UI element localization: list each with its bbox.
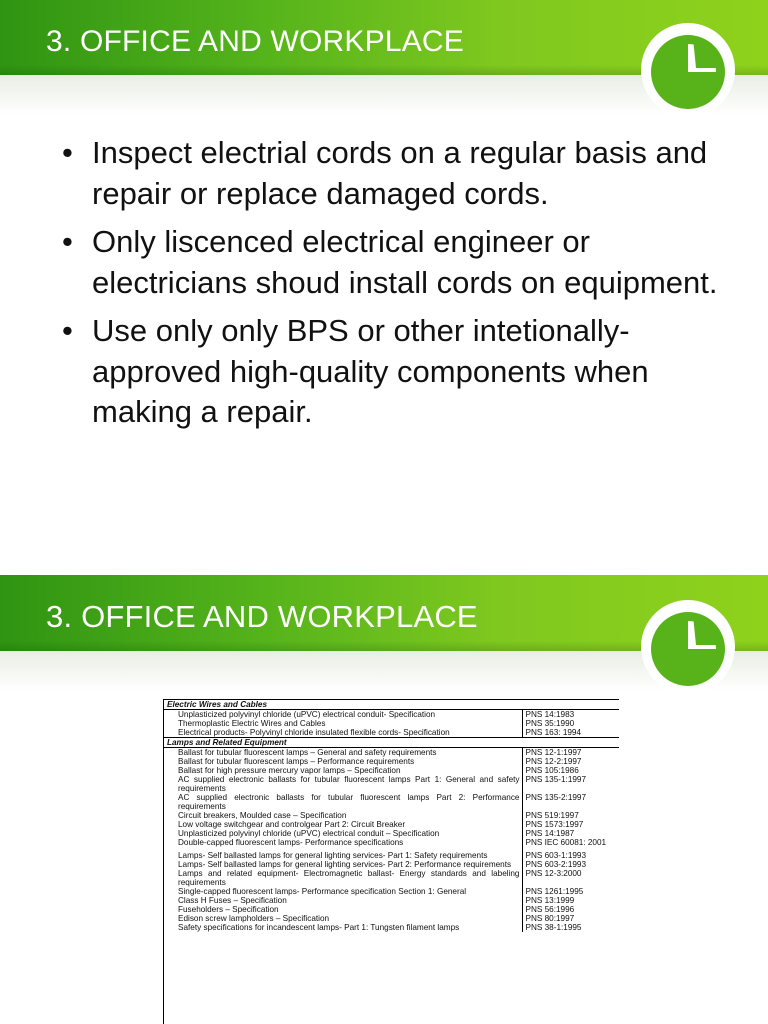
table-row: Single-capped fluorescent lamps- Performance specification Section 1: General PNS 1261:1995 (164, 887, 619, 896)
pie-chart-icon (638, 597, 738, 697)
table-row: Lamps and related equipment- Electromagnetic ballast- Energy standards and labeling requirements PNS 12-3:2000 (164, 869, 619, 887)
bullet-text: Inspect electrial cords on a regular basis and repair or replace damaged cords. (92, 135, 708, 211)
bullet-item (62, 311, 742, 433)
table-row: Fuseholders – Specification PNS 56:1996 (164, 905, 619, 914)
pie-chart-icon (638, 20, 738, 120)
table-row: Ballast for high pressure mercury vapor lamps – Specification PNS 105:1986 (164, 766, 619, 775)
table-row: AC supplied electronic ballasts for tubular fluorescent lamps Part 1: General and safety requirements PNS 135-1:1997 (164, 775, 619, 793)
table-row: Double-capped fluorescent lamps- Performance specifications PNS IEC 60081: 2001 (164, 838, 619, 847)
table-row: Ballast for tubular fluorescent lamps – General and safety requirements PNS 12-1:1997 (164, 748, 619, 758)
table-row: Edison screw lampholders – Specification PNS 80:1997 (164, 914, 619, 923)
bullet-dot: • (62, 224, 73, 259)
slide-title: 3. OFFICE AND WORKPLACE (46, 25, 465, 58)
table-row: Ballast for tubular fluorescent lamps – Performance requirements PNS 12-2:1997 (164, 757, 619, 766)
bullet-text: Only liscenced electrical engineer or electricians shoud install cords on equipment. (92, 224, 718, 300)
table-row: Unplasticized polyvinyl chloride (uPVC) electrical conduit – Specification PNS 14:1987 (164, 829, 619, 838)
bullet-dot: • (62, 313, 73, 348)
slide-title: 3. OFFICE AND WORKPLACE (46, 599, 478, 634)
bullet-item (62, 222, 742, 303)
bullet-list (62, 133, 742, 441)
slide-gap (0, 555, 768, 575)
standards-table (163, 699, 619, 1024)
table-row: Low voltage switchgear and controlgear Part 2: Circuit Breaker PNS 1573:1997 (164, 820, 619, 829)
table-row: Electrical products- Polyvinyl chloride insulated flexible cords- Specification PNS 163: 1994 (164, 728, 619, 738)
table-section-heading: Lamps and Related Equipment (164, 738, 619, 748)
bullet-item (62, 133, 742, 214)
bullet-dot: • (62, 135, 73, 170)
table-row: Safety specifications for incandescent lamps- Part 1: Tungsten filament lamps PNS 38-1:1995 (164, 923, 619, 932)
table-row: Unplasticized polyvinyl chloride (uPVC) electrical conduit- Specification PNS 14:1983 (164, 710, 619, 720)
bullet-text: Use only only BPS or other intetionally-approved high-quality components when making a repair. (92, 313, 649, 429)
table-row: Lamps- Self ballasted lamps for general lighting services- Part 1: Safety requirements PNS 603-1:1993 (164, 847, 619, 860)
table-row: AC supplied electronic ballasts for tubular fluorescent lamps Part 2: Performance requirements PNS 135-2:1997 (164, 793, 619, 811)
table-row: Lamps- Self ballasted lamps for general lighting services- Part 2: Performance requirements PNS 603-2:1993 (164, 860, 619, 869)
slide-2 (0, 575, 768, 1024)
table-row: Circuit breakers, Moulded case – Specification PNS 519:1997 (164, 811, 619, 820)
table-row: Thermoplastic Electric Wires and Cables PNS 35:1990 (164, 719, 619, 728)
table-row: Class H Fuses – Specification PNS 13:1999 (164, 896, 619, 905)
table-section-heading: Electric Wires and Cables (164, 700, 619, 710)
